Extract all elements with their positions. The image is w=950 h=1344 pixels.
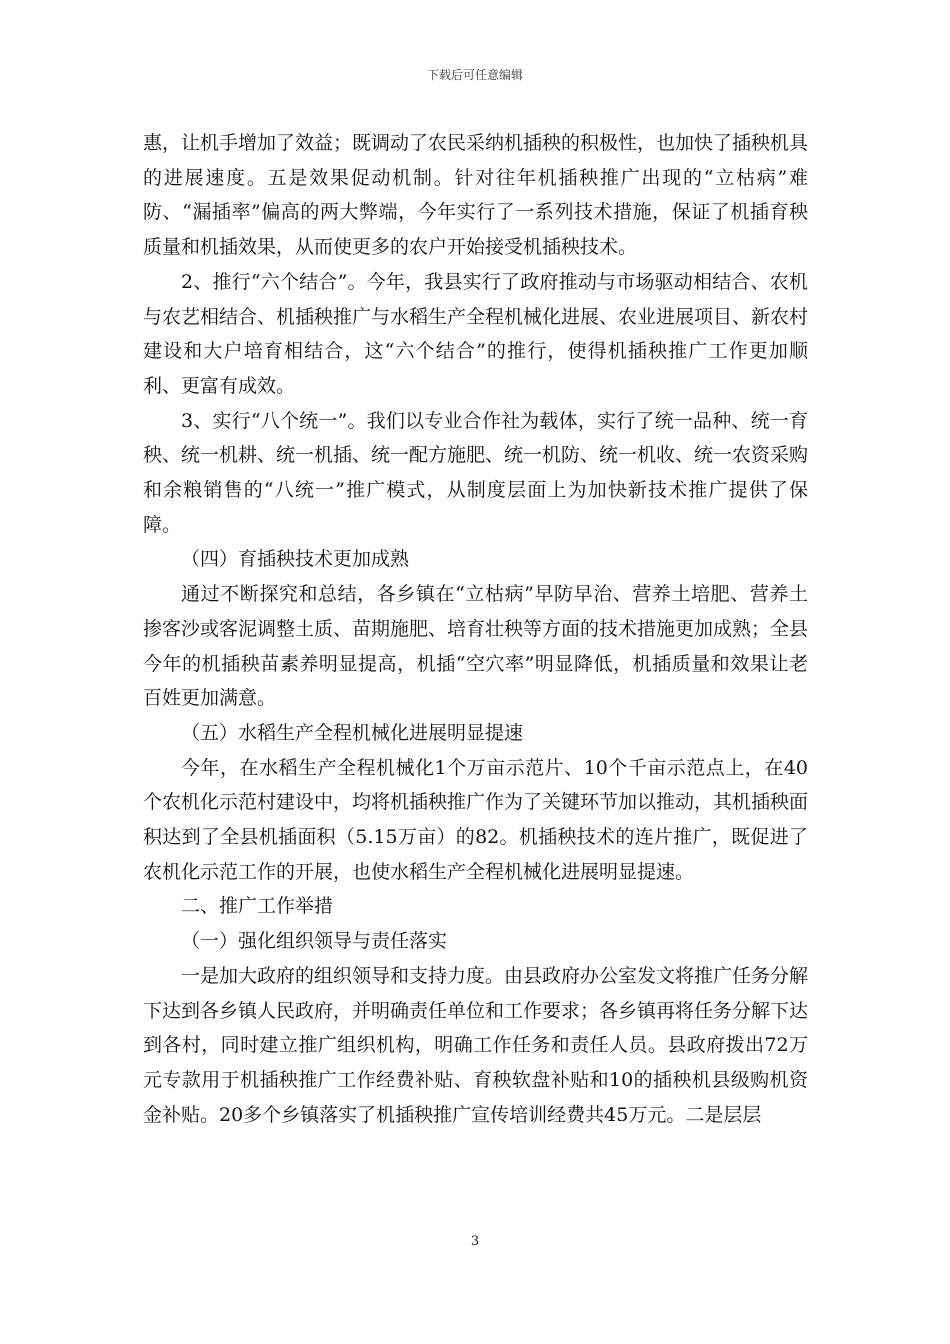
paragraph-leadership: 一是加大政府的组织领导和支持力度。由县政府办公室发文将推广任务分解下达到各乡镇人民政府，并明确责任单位和工作要求；各乡镇再将任务分解下达到各村，同时建立推广组织机构，明确工作任务和责任人员。县政府拨出72万元专款用于机插秧推广工作经费补贴、育秧软盘补贴和10的插秧机县级购机资金补贴。20多个乡镇落实了机插秧推广宣传培训经费共45万元。二是层层 [143, 964, 809, 1126]
paragraph-six-combinations: 2、推行“六个结合”。今年，我县实行了政府推动与市场驱动相结合、农机与农艺相结合、机插秧推广与水稻生产全程机械化进展、农业进展项目、新农村建设和大户培育相结合，这“六个结合”的推行，使得机插秧推广工作更加顺利、更富有成效。 [143, 270, 809, 397]
paragraph-technique: 通过不断探究和总结，各乡镇在“立枯病”早防早治、营养土培肥、营养土掺客沙或客泥调整土质、苗期施肥、培育壮秧等方面的技术措施更加成熟；全县今年的机插秧苗素养明显提高，机插“空穴率”明显降低，机插质量和效果让老百姓更加满意。 [143, 583, 809, 710]
paragraph-mechanization: 今年，在水稻生产全程机械化1个万亩示范片、10个千亩示范点上，在40个农机化示范村建设中，均将机插秧推广作为了关键环节加以推动，其机插秧面积达到了全县机插面积（5.15万亩）的82。机插秧技术的连片推广，既促进了农机化示范工作的开展，也使水稻生产全程机械化进展明显提速。 [143, 756, 809, 883]
section-heading-5: （五）水稻生产全程机械化进展明显提速 [181, 721, 524, 744]
page-header: 下载后可任意编辑 [426, 68, 523, 82]
section-heading-1: （一）强化组织领导与责任落实 [181, 930, 448, 953]
chapter-heading-2: 二、推广工作举措 [181, 895, 334, 918]
document-body [143, 126, 808, 1132]
section-heading-4: （四）育插秧技术更加成熟 [181, 548, 410, 571]
paragraph-continuation: 惠，让机手增加了效益；既调动了农民采纳机插秧的积极性，也加快了插秧机具的进展速度。五是效果促动机制。针对往年机插秧推广出现的“立枯病”难防、“漏插率”偏高的两大弊端，今年实行了一系列技术措施，保证了机插育秧质量和机插效果，从而使更多的农户开始接受机插秧技术。 [143, 132, 809, 259]
paragraph-eight-unifications: 3、实行“八个统一”。我们以专业合作社为载体，实行了统一品种、统一育秧、统一机耕、统一机插、统一配方施肥、统一机防、统一机收、统一农资采购和余粮销售的“八统一”推广模式，从制度层面上为加快新技术推广提供了保障。 [143, 409, 809, 536]
page-number: 3 [470, 1234, 480, 1249]
